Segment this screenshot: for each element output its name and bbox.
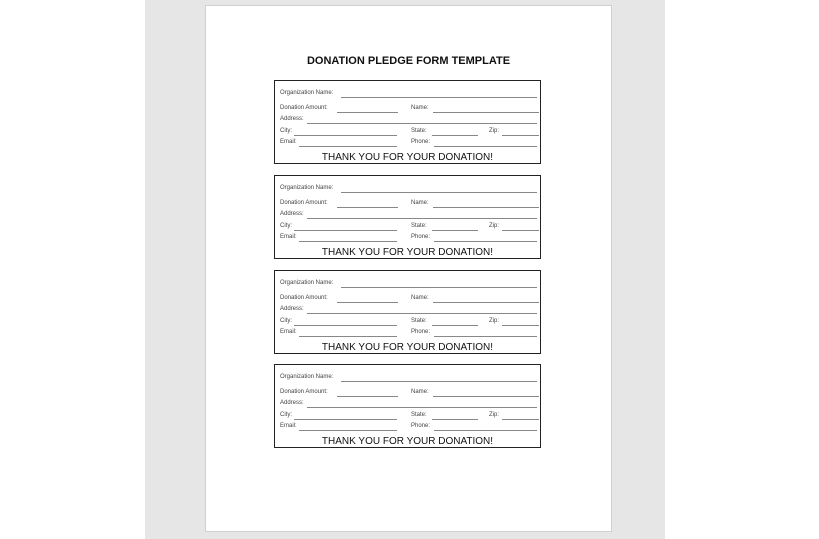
city-field-line[interactable]: [294, 325, 397, 326]
thank-you-text: THANK YOU FOR YOUR DONATION!: [321, 436, 494, 447]
city-field-line[interactable]: [294, 419, 397, 420]
city-label: City:: [280, 412, 292, 418]
zip-field-line[interactable]: [502, 419, 539, 420]
amount-label: Donation Amount:: [280, 295, 328, 301]
phone-field-line[interactable]: [434, 430, 537, 431]
email-label: Email:: [280, 234, 297, 240]
org-label: Organization Name:: [280, 185, 334, 191]
address-field-line[interactable]: [307, 313, 537, 314]
zip-field-line[interactable]: [502, 135, 539, 136]
zip-field-line[interactable]: [502, 325, 539, 326]
phone-label: Phone:: [411, 139, 431, 145]
phone-label: Phone:: [411, 234, 431, 240]
address-label: Address:: [280, 116, 304, 122]
state-field-line[interactable]: [432, 135, 478, 136]
thank-you-text: THANK YOU FOR YOUR DONATION!: [321, 342, 494, 353]
name-field-line[interactable]: [433, 302, 539, 303]
amount-label: Donation Amount:: [280, 389, 328, 395]
name-field-line[interactable]: [433, 207, 539, 208]
email-field-line[interactable]: [299, 336, 397, 337]
state-label: State:: [411, 412, 427, 418]
amount-field-line[interactable]: [337, 207, 398, 208]
phone-field-line[interactable]: [434, 146, 537, 147]
pledge-card-1: [274, 80, 541, 164]
address-field-line[interactable]: [307, 218, 537, 219]
email-label: Email:: [280, 329, 297, 335]
city-field-line[interactable]: [294, 230, 397, 231]
phone-label: Phone:: [411, 329, 431, 335]
name-field-line[interactable]: [433, 396, 539, 397]
state-label: State:: [411, 128, 427, 134]
thank-you-text: THANK YOU FOR YOUR DONATION!: [321, 247, 494, 258]
city-label: City:: [280, 223, 292, 229]
pledge-card-3: [274, 270, 541, 354]
pledge-card-2: [274, 175, 541, 259]
address-field-line[interactable]: [307, 407, 537, 408]
address-label: Address:: [280, 400, 304, 406]
pledge-card-4: [274, 364, 541, 448]
org-label: Organization Name:: [280, 280, 334, 286]
page-title: DONATION PLEDGE FORM TEMPLATE: [306, 55, 511, 67]
state-field-line[interactable]: [432, 230, 478, 231]
org-label: Organization Name:: [280, 90, 334, 96]
amount-field-line[interactable]: [337, 396, 398, 397]
amount-label: Donation Amount:: [280, 105, 328, 111]
state-field-line[interactable]: [432, 325, 478, 326]
phone-field-line[interactable]: [434, 336, 537, 337]
state-label: State:: [411, 318, 427, 324]
org-field-line[interactable]: [341, 97, 537, 98]
zip-label: Zip:: [489, 318, 500, 324]
zip-label: Zip:: [489, 223, 500, 229]
zip-label: Zip:: [489, 128, 500, 134]
amount-field-line[interactable]: [337, 302, 398, 303]
thank-you-text: THANK YOU FOR YOUR DONATION!: [321, 152, 494, 163]
address-field-line[interactable]: [307, 123, 537, 124]
city-label: City:: [280, 128, 292, 134]
org-field-line[interactable]: [341, 192, 537, 193]
name-label: Name:: [411, 200, 429, 206]
org-label: Organization Name:: [280, 374, 334, 380]
zip-field-line[interactable]: [502, 230, 539, 231]
phone-label: Phone:: [411, 423, 431, 429]
city-label: City:: [280, 318, 292, 324]
state-label: State:: [411, 223, 427, 229]
city-field-line[interactable]: [294, 135, 397, 136]
address-label: Address:: [280, 306, 304, 312]
address-label: Address:: [280, 211, 304, 217]
name-label: Name:: [411, 389, 429, 395]
name-label: Name:: [411, 105, 429, 111]
email-field-line[interactable]: [299, 146, 397, 147]
zip-label: Zip:: [489, 412, 500, 418]
email-field-line[interactable]: [299, 241, 397, 242]
org-field-line[interactable]: [341, 381, 537, 382]
phone-field-line[interactable]: [434, 241, 537, 242]
email-field-line[interactable]: [299, 430, 397, 431]
email-label: Email:: [280, 423, 297, 429]
org-field-line[interactable]: [341, 287, 537, 288]
amount-label: Donation Amount:: [280, 200, 328, 206]
state-field-line[interactable]: [432, 419, 478, 420]
name-label: Name:: [411, 295, 429, 301]
amount-field-line[interactable]: [337, 112, 398, 113]
email-label: Email:: [280, 139, 297, 145]
name-field-line[interactable]: [433, 112, 539, 113]
